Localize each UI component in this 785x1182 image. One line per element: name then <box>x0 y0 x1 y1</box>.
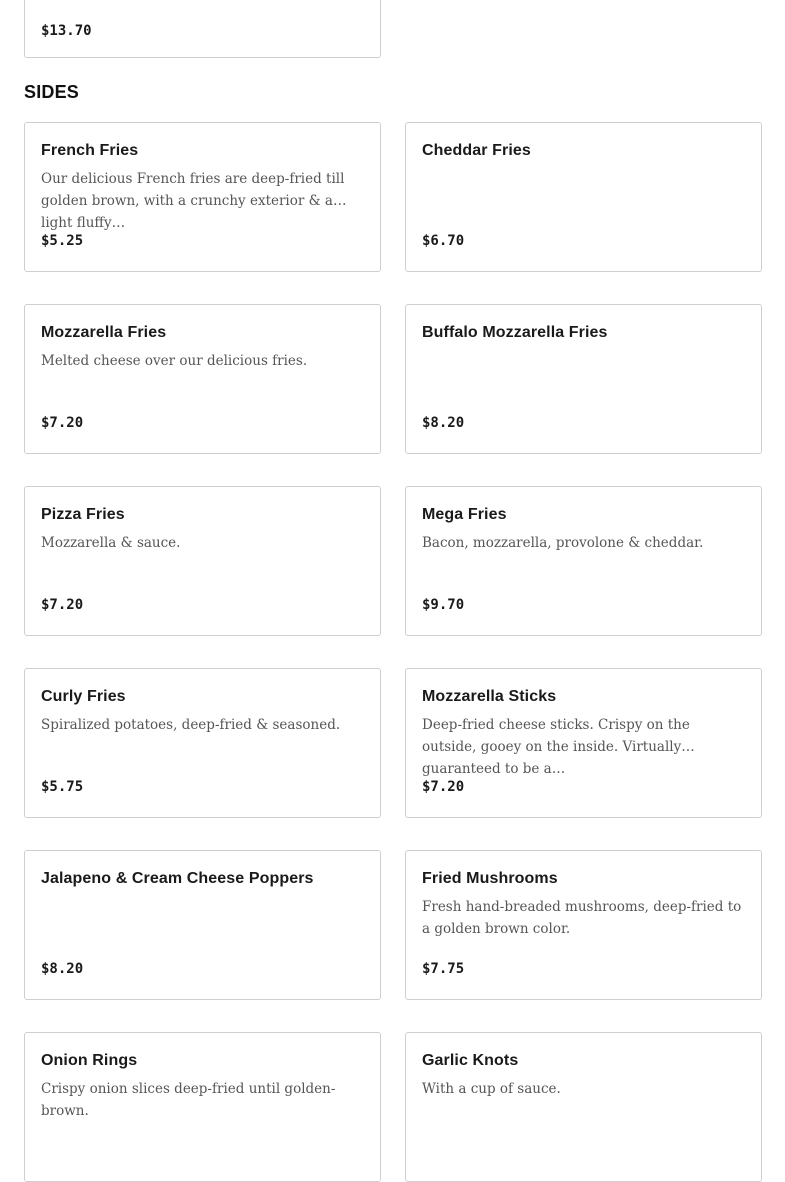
menu-item-card[interactable] <box>405 850 762 1000</box>
menu-item-name: Pizza Fries <box>41 506 125 523</box>
menu-item-card[interactable] <box>24 668 381 818</box>
menu-item-price: $7.20 <box>41 597 84 613</box>
menu-item-card[interactable] <box>24 122 381 272</box>
menu-item-name: Mozzarella Fries <box>41 324 167 341</box>
menu-item-price: $5.75 <box>41 779 84 795</box>
menu-item-card-previous[interactable] <box>24 0 381 58</box>
menu-item-price: $6.70 <box>422 233 465 249</box>
menu-item-price: $7.20 <box>41 415 84 431</box>
menu-item-name: Mega Fries <box>422 506 507 523</box>
menu-item-price: $7.75 <box>422 961 465 977</box>
menu-item-card[interactable] <box>24 486 381 636</box>
menu-item-price: $8.20 <box>422 415 465 431</box>
menu-item-card[interactable] <box>405 486 762 636</box>
menu-item-price: $8.20 <box>41 961 84 977</box>
menu-item-name: Buffalo Mozzarella Fries <box>422 324 608 341</box>
menu-item-description: Bacon, mozzarella, provolone & cheddar. <box>422 535 704 551</box>
menu-item-price: $7.20 <box>422 779 465 795</box>
menu-item-description: Melted cheese over our delicious fries. <box>41 353 308 369</box>
menu-item-name: Fried Mushrooms <box>422 870 558 887</box>
menu-item-description: Spiralized potatoes, deep-fried & seasoned. <box>41 717 341 733</box>
menu-item-name: Curly Fries <box>41 688 126 705</box>
menu-item-card[interactable] <box>405 122 762 272</box>
menu-item-name: Mozzarella Sticks <box>422 688 557 705</box>
menu-item-name: French Fries <box>41 142 139 159</box>
menu-item-description: Fresh hand-breaded mushrooms, deep-fried to a golden brown color. <box>422 899 742 937</box>
menu-item-description: Crispy onion slices deep-fried until golden-brown. <box>41 1081 336 1119</box>
menu-item-price: $13.70 <box>41 23 92 39</box>
menu-item-description: Mozzarella & sauce. <box>41 535 181 551</box>
menu-item-card[interactable] <box>405 304 762 454</box>
menu-item-description: Our delicious French fries are deep-fried till golden brown, with a crunchy exterior & a light fluffy… <box>41 171 345 231</box>
menu-item-description: With a cup of sauce. <box>422 1081 561 1097</box>
menu-item-card[interactable] <box>24 1032 381 1182</box>
menu-item-card[interactable] <box>24 850 381 1000</box>
menu-item-card[interactable] <box>405 668 762 818</box>
menu-item-card[interactable] <box>405 1032 762 1182</box>
menu-item-name: Onion Rings <box>41 1052 138 1069</box>
menu-item-price: $9.70 <box>422 597 465 613</box>
menu-item-card[interactable] <box>24 304 381 454</box>
menu-item-description: Deep-fried cheese sticks. Crispy on the outside, gooey on the inside. Virtually guaranteed to be a… <box>422 717 690 777</box>
menu-item-name: Jalapeno & Cream Cheese Poppers <box>41 870 314 887</box>
section-title-sides: SIDES <box>24 82 80 102</box>
menu-item-name: Garlic Knots <box>422 1052 519 1069</box>
menu-item-price: $5.25 <box>41 233 84 249</box>
menu-item-name: Cheddar Fries <box>422 142 531 159</box>
